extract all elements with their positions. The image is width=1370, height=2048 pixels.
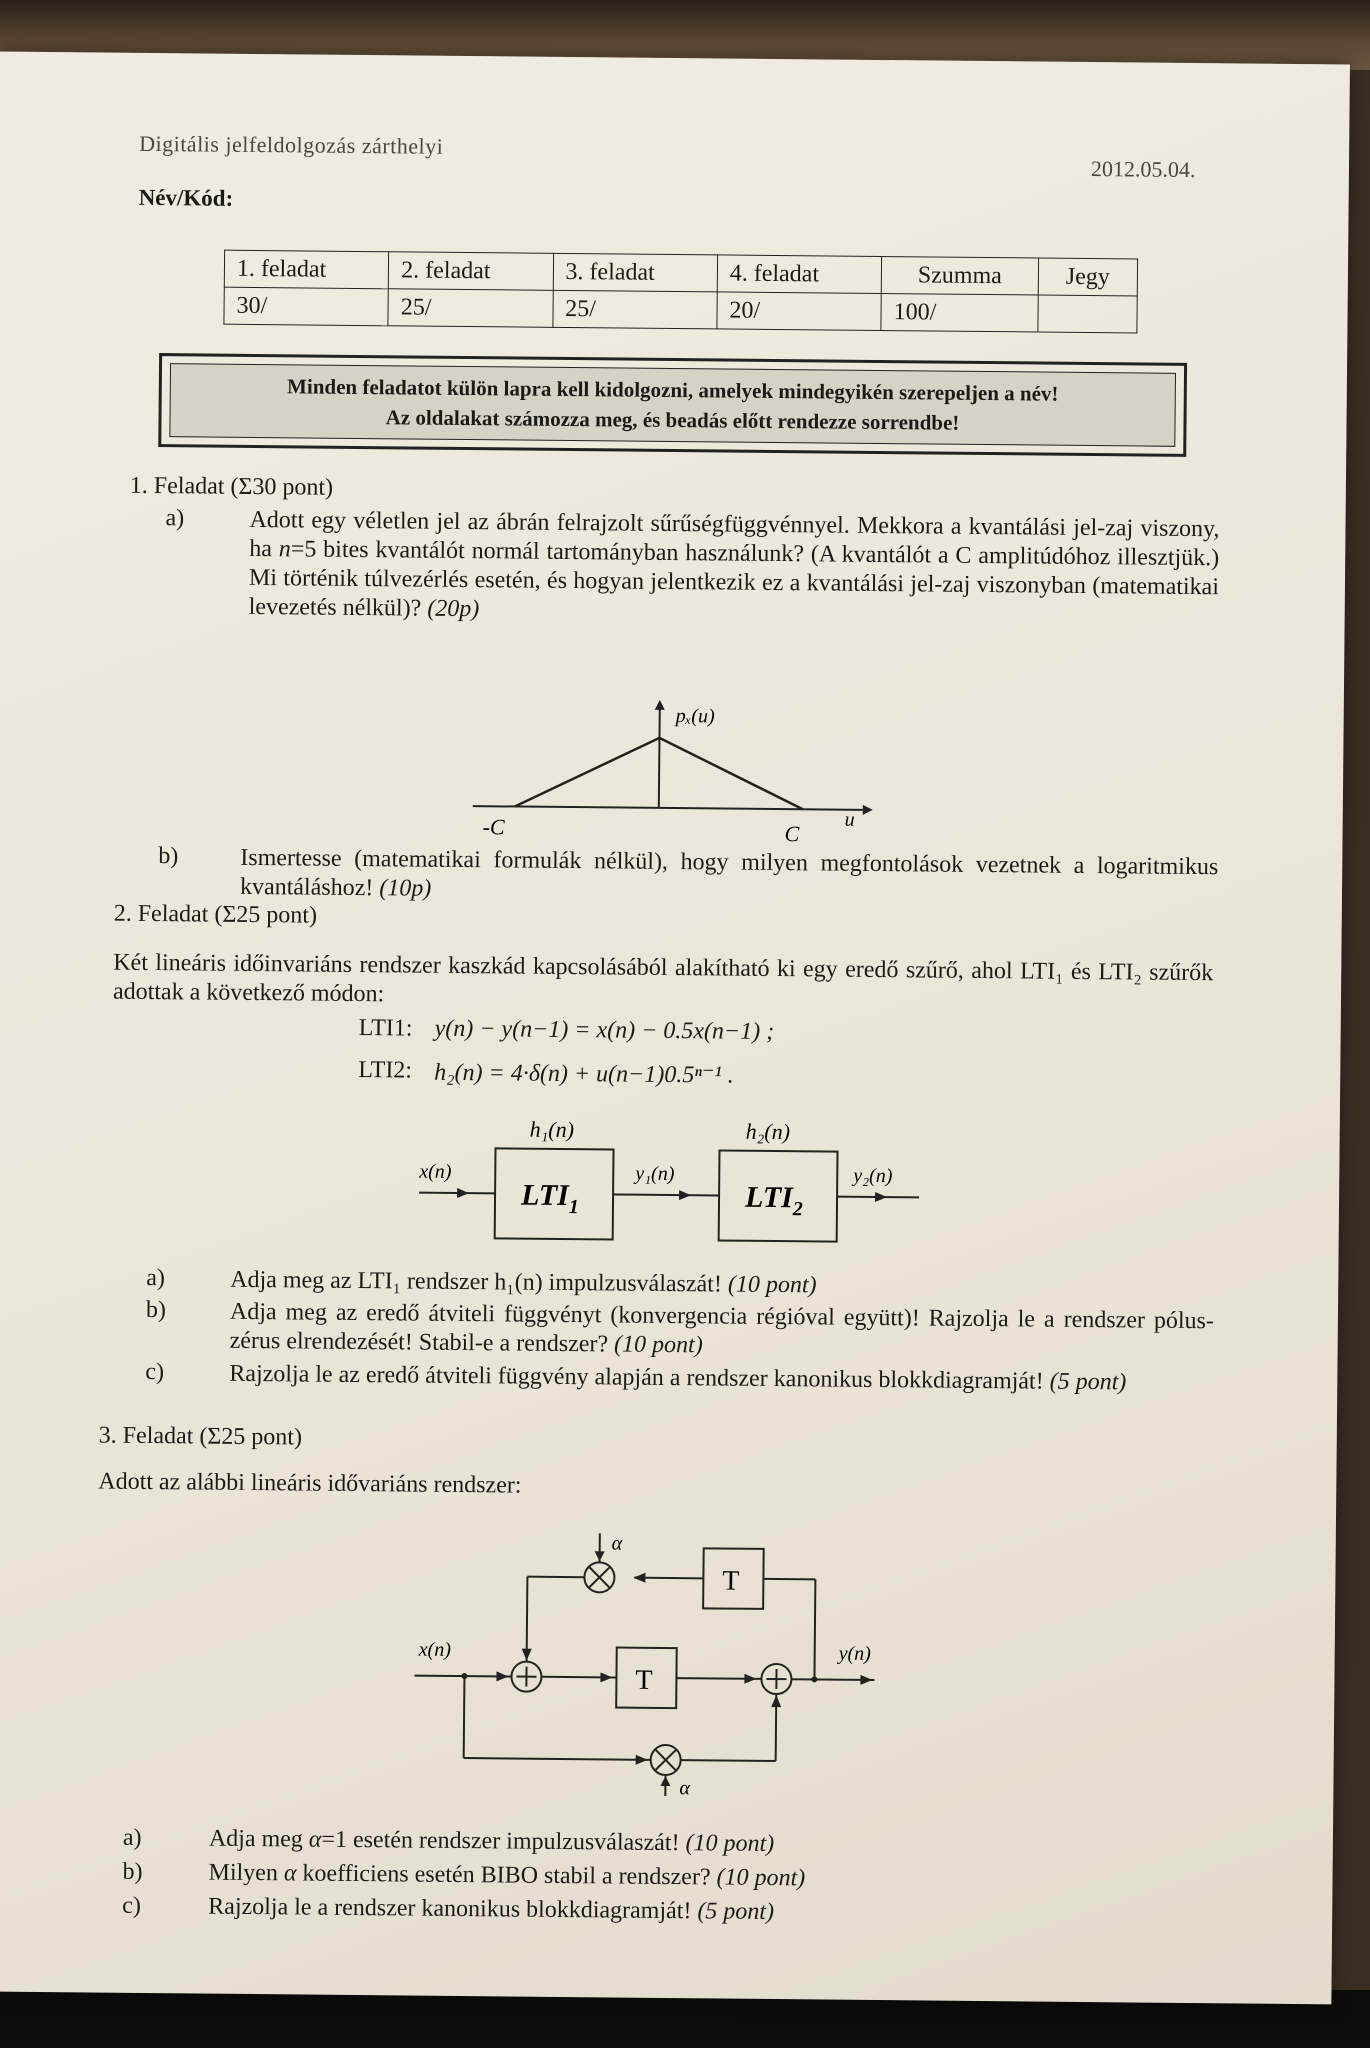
ff-bottom-left — [464, 1758, 651, 1760]
task2-c-label: c) — [145, 1358, 165, 1386]
task2-a-label: a) — [146, 1264, 166, 1292]
task1-a-text-part1: Adott egy véletlen jel az ábrán felrajzolt sűrűségfüggvénnyel. Mekkora a kvantálási jel-zaj viszony, ha — [249, 506, 1220, 563]
score-points-cell: 25/ — [388, 289, 553, 328]
score-table — [223, 250, 1138, 334]
score-header-cell: 3. feladat — [553, 253, 718, 292]
task2-title: 2. Feladat (Σ25 pont) — [113, 900, 318, 929]
task3-a-alpha: α — [308, 1826, 322, 1853]
lti1-label: $LTI_1$ — [520, 1178, 579, 1219]
instruction-line-1: Minden feladatot külön lapra kell kidolgozni, amelyek mindegyikén szerepeljen a név! — [287, 374, 1059, 406]
mid-wire — [613, 1194, 719, 1195]
task2-c-points: (5 pont) — [1049, 1368, 1127, 1396]
task2-a-points: (10 pont) — [727, 1271, 817, 1299]
x-label: x(n) — [418, 1638, 452, 1661]
density-y-arrow — [655, 700, 665, 710]
task2-c-text — [229, 1360, 1213, 1398]
density-x-axis — [473, 806, 863, 810]
input-arrow — [496, 1671, 508, 1681]
score-points-cell: 25/ — [552, 290, 717, 329]
task3-a-text-part2: =1 esetén rendszer impulzusválaszát! — [321, 1826, 686, 1857]
feedback-top-arrow — [633, 1573, 645, 1583]
alpha-bottom-label: α — [679, 1777, 690, 1800]
score-points-cell: 30/ — [224, 287, 389, 326]
task3-b-points: (10 pont) — [716, 1864, 806, 1892]
density-y-label: pₓ(u) — [675, 705, 715, 728]
exam-sheet — [0, 52, 1350, 2005]
task3-a-label: a) — [122, 1824, 142, 1851]
score-points-cell — [1038, 295, 1138, 333]
h2-label: h₂(n) — [745, 1118, 791, 1145]
task3-b-label: b) — [122, 1858, 143, 1885]
task2-eq2-label: LTI2: — [358, 1057, 413, 1084]
ff-bottom-arrow — [636, 1755, 648, 1765]
task1-a-text — [249, 506, 1220, 631]
density-tick-minus-c: -C — [482, 814, 505, 840]
score-points-cell: 20/ — [717, 292, 882, 331]
task1-b-points: (10p) — [379, 875, 432, 902]
density-tick-c: C — [784, 821, 800, 847]
ff-bottom-right — [681, 1760, 776, 1761]
task2-eq1-label: LTI1: — [358, 1015, 413, 1042]
y2-label: y₂(n) — [853, 1164, 893, 1188]
task1-a-text-part2: =5 bites kvantálót normál tartományban használunk? (A kvantálót a C amplitúdóhoz illesztjük.) Mi történik túlvezérlés esetén, és hogyan jelentkezik ez a kvantálási jel-zaj viszonyban (matematikai levezetés nélkül)? — [248, 536, 1220, 622]
task1-b-label: b) — [158, 843, 179, 870]
x-label: x(n) — [419, 1160, 452, 1183]
score-header-cell: 1. feladat — [224, 250, 389, 289]
density-x-arrow — [863, 805, 873, 815]
task1-b-text — [240, 844, 1219, 911]
task2-b-text — [230, 1298, 1215, 1365]
task2-b-label: b) — [145, 1296, 167, 1324]
mid-arrow-2 — [744, 1674, 756, 1684]
task2-c-text-main: Rajzolja le az eredő átviteli függvény alapján a rendszer kanonikus blokkdiagramját! — [229, 1360, 1050, 1395]
instruction-line-2: Az oldalakat számozza meg, és beadás előtt rendezze sorrendbe! — [385, 405, 960, 435]
task2-b-text-main: Adja meg az eredő átviteli függvényt (konvergencia régióval együtt)! Rajzolja le a rendszer pólus-zérus elrendezését! Stabil-e a rendszer? — [229, 1298, 1215, 1358]
task2-eq2: h₂(n) = 4·δ(n) + u(n−1)0.5ⁿ⁻¹ . — [434, 1059, 734, 1089]
task3-a-points: (10 pont) — [685, 1830, 775, 1858]
cascade-diagram — [409, 1106, 930, 1251]
task3-a-text-part1: Adja meg — [208, 1825, 309, 1853]
task3-b-alpha: α — [283, 1860, 297, 1887]
output-arrow — [860, 1675, 872, 1685]
course-title: Digitális jelfeldolgozás zárthelyi — [139, 130, 444, 159]
score-header-cell: Jegy — [1038, 258, 1138, 296]
task3-c-text — [208, 1894, 774, 1926]
task3-b-text-part2: koefficiens esetén BIBO stabil a rendszer? — [296, 1860, 717, 1891]
score-header-cell: 2. feladat — [389, 252, 554, 291]
score-table-points-row — [224, 287, 1137, 333]
feedback-top-left — [527, 1577, 584, 1578]
density-y-axis — [659, 708, 660, 808]
alpha-top-label: α — [611, 1532, 623, 1555]
task2-a-text-main: Adja meg az LTI₁ rendszer h₁(n) impulzusválaszát! — [230, 1266, 729, 1298]
h1-label: h₁(n) — [529, 1116, 575, 1143]
density-figure — [462, 696, 883, 850]
top-alpha-arrow — [595, 1551, 605, 1561]
delay-top-label: T — [722, 1565, 740, 1597]
task2-eq1: y(n) − y(n−1) = x(n) − 0.5x(n−1) ; — [434, 1015, 775, 1045]
task3-intro: Adott az alábbi lineáris idővariáns rendszer: — [98, 1468, 522, 1499]
instruction-box — [158, 353, 1187, 457]
mid-arrow-1 — [600, 1672, 612, 1682]
task2-intro: Két lineáris időinvariáns rendszer kaszkád kapcsolásából alakítható ki egy eredő szűrő, ahol LTI₁ és LTI₂ szűrők adottak a következő módon: — [112, 949, 1214, 1008]
task1-b-text-main: Ismertesse (matematikai formulák nélkül), hogy milyen megfontolások vezetnek a logaritmikus kvantáláshoz! — [239, 844, 1219, 902]
y-label: y(n) — [838, 1642, 871, 1665]
task3-a-text — [209, 1826, 775, 1858]
ff-down — [464, 1676, 465, 1758]
feedback-down-arrow — [522, 1649, 532, 1661]
lti2-label: $LTI_2$ — [744, 1180, 803, 1221]
output-arrow — [875, 1192, 887, 1202]
task3-b-text — [208, 1860, 805, 1893]
bottom-alpha-arrow — [660, 1776, 670, 1786]
task3-c-text-main: Rajzolja le a rendszer kanonikus blokkdiagramját! — [208, 1893, 698, 1925]
task3-c-points: (5 pont) — [697, 1898, 775, 1926]
task1-title: 1. Feladat (Σ30 pont) — [129, 472, 334, 501]
task3-b-text-part1: Milyen — [208, 1859, 285, 1887]
score-points-cell: 100/ — [881, 293, 1038, 332]
ltv-diagram — [403, 1525, 896, 1800]
ff-up-arrow — [771, 1695, 781, 1707]
score-header-cell: 4. feladat — [717, 255, 882, 294]
delay-mid-label: T — [635, 1664, 653, 1696]
y1-label: y₁(n) — [635, 1162, 675, 1186]
input-arrow — [457, 1188, 469, 1198]
task3-c-label: c) — [122, 1892, 142, 1919]
task3-title: 3. Feladat (Σ25 pont) — [98, 1422, 303, 1451]
mid-arrow — [679, 1190, 691, 1200]
density-x-label: u — [844, 808, 855, 831]
exam-date: 2012.05.04. — [1090, 155, 1196, 183]
task1-a-points: (20p) — [427, 595, 480, 623]
instruction-box-inner — [169, 363, 1176, 447]
feedback-up — [814, 1579, 815, 1679]
task1-a-label: a) — [165, 505, 185, 532]
task1-a-n: n — [278, 536, 291, 563]
name-code-label: Név/Kód: — [138, 184, 234, 211]
task2-b-points: (10 pont) — [613, 1331, 703, 1359]
score-header-cell: Szumma — [881, 256, 1038, 295]
